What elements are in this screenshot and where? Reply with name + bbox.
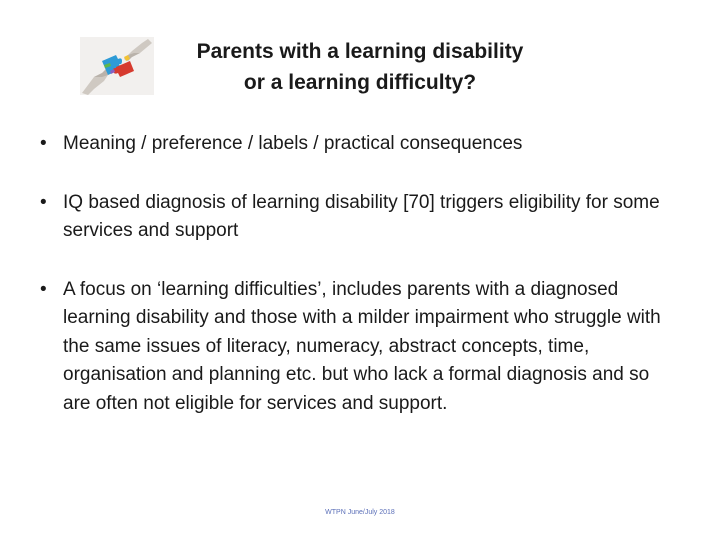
bullet-item <box>40 130 680 159</box>
bullet-text: A focus on ‘learning difficulties’, includes parents with a diagnosed learning disability and those with a milder impairment who struggle with the same issues of literacy, numeracy, abstract concepts, time, organisation and planning etc. but who lack a formal diagnosis and so are often not eligible for services and support. <box>63 278 661 414</box>
bullet-dot-icon: • <box>40 278 47 300</box>
title-line-2: or a learning difficulty? <box>243 71 477 94</box>
bullet-dot-icon: • <box>40 133 47 154</box>
title-line-1: Parents with a learning disability <box>196 40 524 63</box>
bullet-text: IQ based diagnosis of learning disability [70] triggers eligibility for some services and support <box>63 191 660 241</box>
bullet-dot-icon: • <box>40 191 47 213</box>
puzzle-hands-icon <box>80 37 154 95</box>
slide-footer: WTPN June/July 2018 <box>325 509 395 516</box>
slide-title <box>150 36 570 98</box>
bullet-list <box>40 130 680 418</box>
bullet-text: Meaning / preference / labels / practical consequences <box>63 133 523 154</box>
bullet-item <box>40 276 680 419</box>
bullet-item <box>40 189 680 246</box>
